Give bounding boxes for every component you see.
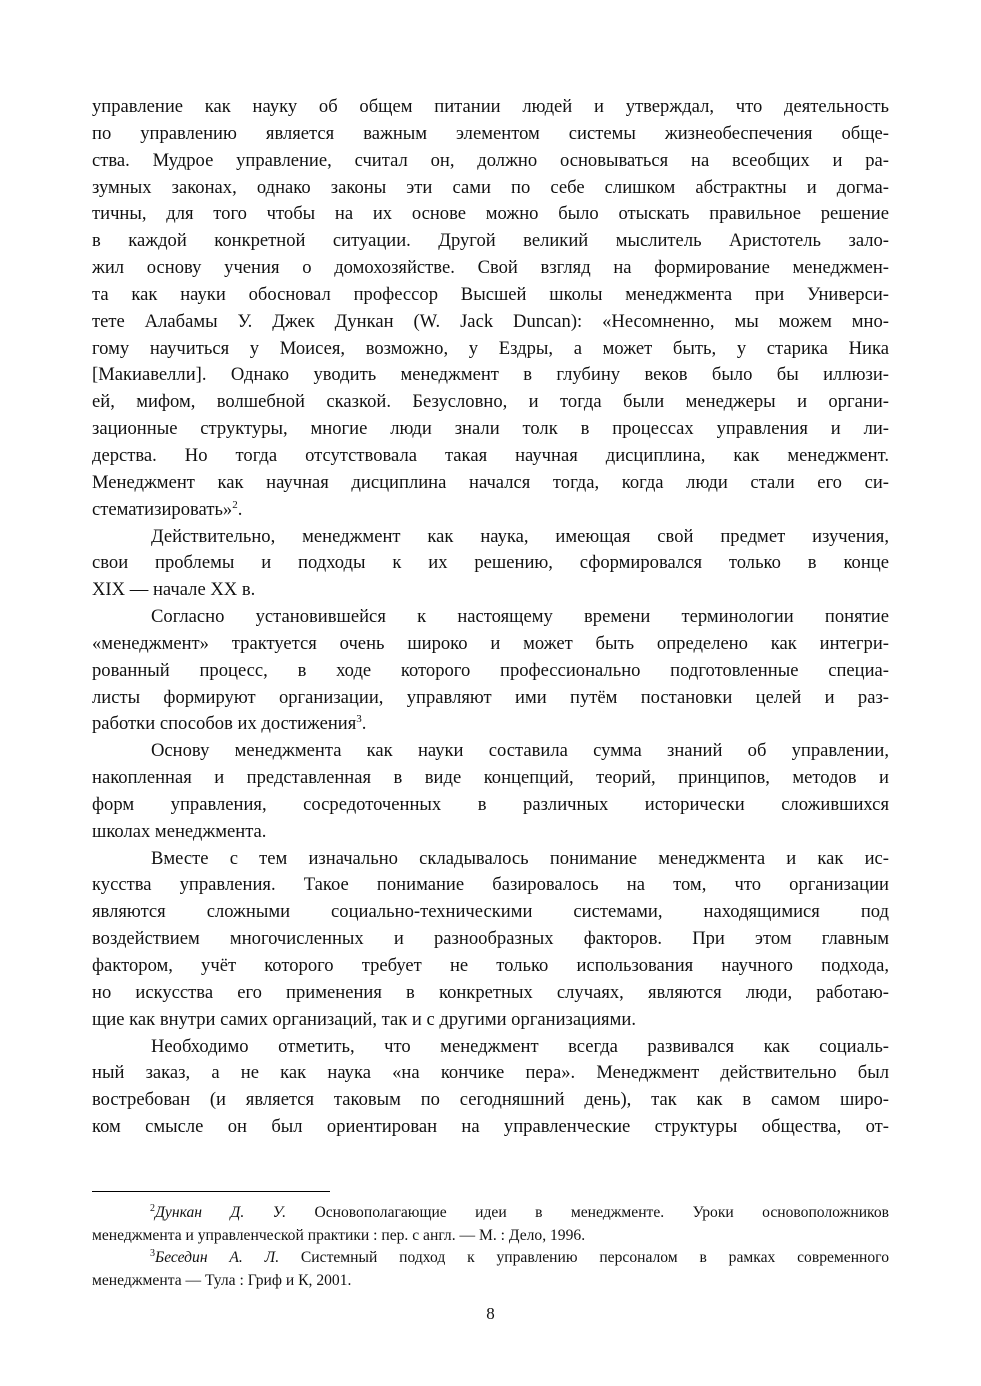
footnote-line: [92, 1202, 889, 1225]
footnote-line: [92, 1270, 889, 1293]
line-text: являются сложными социально-техническими системами, находящимися под: [92, 901, 889, 923]
line-text: накопленная и представленная в виде концепций, теорий, принципов, методов и: [92, 767, 889, 789]
text-line: [92, 604, 889, 631]
text-line: [92, 899, 889, 926]
line-text: управление как науку об общем питании людей и утверждал, что деятельность: [92, 96, 889, 117]
line-text: тичны, для того чтобы на их основе можно было отыскать правильное решение: [92, 203, 889, 225]
text-line: [92, 1034, 889, 1061]
footnote-text: менеджмента и управленческой практики : пер. с англ. — М. : Дело, 1996.: [92, 1226, 586, 1244]
text-line: [92, 738, 889, 765]
text-line: [92, 470, 889, 497]
footnote-text: менеджмента — Тула : Гриф и К, 2001.: [92, 1271, 352, 1289]
text-line: [92, 980, 889, 1007]
footnote-ref: 2: [232, 498, 238, 511]
text-line: [92, 658, 889, 685]
line-text: в каждой конкретной ситуации. Другой великий мыслитель Аристотель зало-: [92, 230, 889, 252]
line-text: Действительно, менеджмент как наука, имеющая свой предмет изучения,: [151, 525, 889, 547]
paragraph: [92, 738, 889, 845]
text-line: [92, 711, 889, 738]
text-line: [92, 819, 889, 846]
line-text: зационные структуры, многие люди знали толк в процессах управления и ли-: [92, 418, 889, 440]
footnote-author: Дункан Д. У.: [155, 1204, 287, 1221]
line-text: школах менеджмента.: [92, 820, 267, 842]
text-line: [92, 121, 889, 148]
line-text: работки способов их достижения: [92, 713, 357, 735]
line-text: [Макиавелли]. Однако уводить менеджмент в глубину веков было бы иллюзи-: [92, 364, 889, 386]
text-line: [92, 846, 889, 873]
line-text: рованный процесс, в ходе которого профессионально подготовленные специа-: [92, 659, 889, 681]
text-line: [92, 201, 889, 228]
line-text: «менеджмент» трактуется очень широко и может быть определено как интегри-: [92, 632, 889, 654]
text-line: [92, 175, 889, 202]
text-line: [92, 336, 889, 363]
text-line: [92, 1060, 889, 1087]
text-line: [92, 1087, 889, 1114]
paragraph: [92, 524, 889, 605]
line-text: воздействием многочисленных и разнообразных факторов. При этом главным: [92, 928, 889, 950]
line-text: стематизировать»: [92, 498, 233, 520]
paragraph: [92, 1034, 889, 1141]
footnote-separator: [92, 1191, 330, 1192]
footnote-text: Системный подход к управлению персоналом в рамках современного: [300, 1249, 889, 1267]
text-line: [92, 148, 889, 175]
line-text: гому научиться у Моисея, возможно, у Ездры, а может быть, у старика Ника: [92, 337, 889, 359]
footnote-line: [92, 1225, 889, 1248]
footnote: [92, 1247, 889, 1292]
text-line: [92, 309, 889, 336]
line-text: востребован (и является таковым по сегодняшний день), так как в самом широ-: [92, 1089, 889, 1111]
footnote-number: 2: [150, 1203, 155, 1214]
text-line: [92, 389, 889, 416]
footnote-line: [92, 1247, 889, 1270]
punctuation: .: [361, 713, 367, 735]
text-line: [92, 497, 889, 524]
line-text: ей, мифом, волшебной сказкой. Безусловно, и тогда были менеджеры и органи-: [92, 391, 889, 413]
line-text: ный заказ, а не как наука «на кончике пера». Менеджмент действительно был: [92, 1062, 889, 1084]
line-text: Основу менеджмента как науки составила сумма знаний об управлении,: [151, 740, 889, 762]
text-line: [92, 765, 889, 792]
line-text: зумных законах, однако законы эти сами по себе слишком абстрактны и догма-: [92, 176, 889, 198]
line-text: кусства управления. Такое понимание базировалось на том, что организации: [92, 874, 889, 896]
line-text: форм управления, сосредоточенных в различных исторически сложившихся: [92, 793, 889, 815]
footnote-number: 3: [150, 1248, 155, 1260]
text-line: [92, 416, 889, 443]
text-line: [92, 685, 889, 712]
line-text: ства. Мудрое управление, считал он, должно основываться на всеобщих и ра-: [92, 149, 889, 171]
text-line: [92, 872, 889, 899]
line-text: Согласно установившейся к настоящему времени терминологии понятие: [151, 606, 889, 628]
text-line: [92, 631, 889, 658]
page-number: 8: [486, 1304, 495, 1323]
paragraph: [92, 94, 889, 524]
text-line: [92, 228, 889, 255]
line-text: та как науки обосновал профессор Высшей школы менеджмента при Универси-: [92, 283, 889, 305]
text-line: [92, 94, 889, 121]
text-line: [92, 443, 889, 470]
paragraph: [92, 846, 889, 1034]
paragraph: [92, 604, 889, 738]
body-text: [92, 94, 889, 1141]
footnote-text: Основополагающие идеи в менеджменте. Уроки основоположников: [314, 1204, 889, 1221]
line-text: Менеджмент как научная дисциплина начался тогда, когда люди стали его си-: [92, 471, 889, 493]
line-text: дерства. Но тогда отсутствовала такая научная дисциплина, как менеджмент.: [92, 444, 889, 466]
text-line: [92, 953, 889, 980]
footnotes: [92, 1202, 889, 1292]
line-text: Вместе с тем изначально складывалось понимание менеджмента и как ис-: [151, 847, 889, 869]
line-text: свои проблемы и подходы к их решению, сформировался только в конце: [92, 552, 889, 574]
footnote-author: Беседин А. Л.: [155, 1249, 280, 1267]
text-line: [92, 362, 889, 389]
line-text: жил основу учения о домохозяйстве. Свой взгляд на формирование менеджмен-: [92, 257, 889, 279]
text-line: [92, 577, 889, 604]
text-line: [92, 1007, 889, 1034]
line-text: но искусства его применения в конкретных случаях, являются люди, работаю-: [92, 981, 889, 1003]
text-line: [92, 1114, 889, 1141]
line-text: щие как внутри самих организаций, так и с другими организациями.: [92, 1008, 636, 1030]
line-text: по управлению является важным элементом системы жизнеобеспечения обще-: [92, 122, 889, 144]
line-text: тете Алабамы У. Джек Дункан (W. Jack Duncan): «Несомненно, мы можем мно-: [92, 310, 889, 332]
footnote-ref: 3: [356, 713, 362, 726]
line-text: листы формируют организации, управляют ими путём постановки целей и раз-: [92, 686, 889, 708]
text-line: [92, 792, 889, 819]
text-line: [92, 255, 889, 282]
text-line: [92, 550, 889, 577]
line-text: Необходимо отметить, что менеджмент всегда развивался как социаль-: [151, 1035, 889, 1057]
text-line: [92, 926, 889, 953]
punctuation: .: [237, 498, 243, 520]
text-line: [92, 282, 889, 309]
text-line: [92, 524, 889, 551]
line-text: XIX — начале XX в.: [92, 579, 256, 601]
line-text: фактором, учёт которого требует не только использования научного подхода,: [92, 955, 889, 976]
footnote: [92, 1202, 889, 1247]
line-text: ком смысле он был ориентирован на управленческие структуры общества, от-: [92, 1116, 889, 1138]
